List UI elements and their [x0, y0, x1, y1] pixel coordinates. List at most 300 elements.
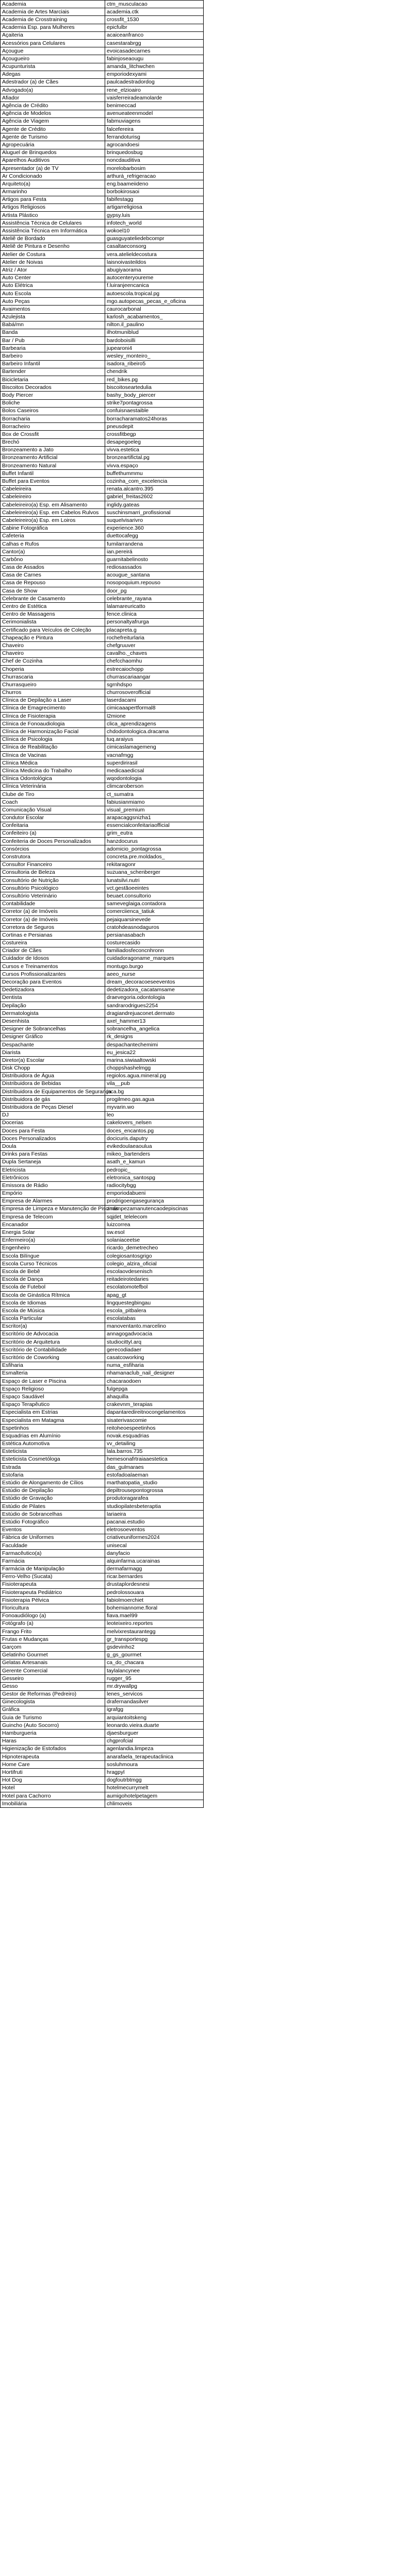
category-cell[interactable]: Ateliê de Pintura e Desenho — [1, 243, 105, 250]
username-cell[interactable]: reitadeirotedaries — [105, 1276, 204, 1283]
category-cell[interactable]: Açaiteria — [1, 31, 105, 39]
username-cell[interactable]: dapantaredireitnocongelamentos — [105, 1409, 204, 1416]
category-cell[interactable]: Estúdio de Sobrancelhas — [1, 1511, 105, 1518]
category-cell[interactable]: Banda — [1, 329, 105, 336]
category-cell[interactable]: Criador de Cães — [1, 947, 105, 955]
category-cell[interactable]: Biscoitos Decorados — [1, 384, 105, 392]
category-cell[interactable]: Consultório Psicológico — [1, 885, 105, 892]
category-cell[interactable]: Guia de Turismo — [1, 1714, 105, 1722]
username-cell[interactable]: costurecasido — [105, 939, 204, 947]
username-cell[interactable]: doces_encantos.pg — [105, 1127, 204, 1135]
username-cell[interactable]: persianasabach — [105, 931, 204, 939]
username-cell[interactable]: paulcadestradordog — [105, 78, 204, 86]
username-cell[interactable]: fabiusianmiamo — [105, 799, 204, 806]
category-cell[interactable]: Hotel para Cachorro — [1, 1792, 105, 1800]
username-cell[interactable]: unisecal — [105, 1541, 204, 1549]
username-cell[interactable]: falcefereira — [105, 126, 204, 133]
username-cell[interactable]: crakevnm_terapias — [105, 1401, 204, 1409]
username-cell[interactable]: escolatomotefbol — [105, 1283, 204, 1291]
category-cell[interactable]: Especialista em Matagma — [1, 1416, 105, 1424]
username-cell[interactable]: luizcorrea — [105, 1221, 204, 1229]
category-cell[interactable]: Cursos Profissionalizantes — [1, 971, 105, 978]
category-cell[interactable]: Fisioterapeuta Pediátrico — [1, 1589, 105, 1597]
username-cell[interactable]: rochefreiturlaria — [105, 634, 204, 642]
category-cell[interactable]: Espaço Religioso — [1, 1385, 105, 1393]
category-cell[interactable]: Clínica Medicina do Trabalho — [1, 767, 105, 775]
username-cell[interactable]: brinquedosbug — [105, 149, 204, 157]
category-cell[interactable]: Escritor(a) — [1, 1323, 105, 1330]
category-cell[interactable]: Boliche — [1, 399, 105, 407]
category-cell[interactable]: Farmácia de Manipulação — [1, 1565, 105, 1573]
category-cell[interactable]: Escola de Ginástica Rítmica — [1, 1291, 105, 1299]
username-cell[interactable]: colegiosantosgrigo — [105, 1252, 204, 1260]
category-cell[interactable]: Ferro-Velho (Sucata) — [1, 1573, 105, 1581]
category-cell[interactable]: Dermatologista — [1, 1010, 105, 1018]
category-cell[interactable]: Estúdio de Gravação — [1, 1495, 105, 1502]
category-cell[interactable]: Escritório de Advocacia — [1, 1330, 105, 1338]
category-cell[interactable]: Clube de Tiro — [1, 790, 105, 798]
username-cell[interactable]: fabiolmoerchiet — [105, 1597, 204, 1604]
category-cell[interactable]: Aparelhos Auditivos — [1, 157, 105, 164]
username-cell[interactable]: bashy_body_piercer — [105, 392, 204, 399]
username-cell[interactable]: borbokirosaoi — [105, 188, 204, 196]
username-cell[interactable]: ricardo_demetrecheo — [105, 1244, 204, 1252]
username-cell[interactable]: axel_hammer13 — [105, 1018, 204, 1025]
username-cell[interactable]: cuidadoragoname_marques — [105, 955, 204, 962]
category-cell[interactable]: Cabeleireira — [1, 485, 105, 493]
category-cell[interactable]: Designer Gráfico — [1, 1033, 105, 1041]
username-cell[interactable]: choppshashelmgg — [105, 1064, 204, 1072]
category-cell[interactable]: Diretor(a) Escolar — [1, 1057, 105, 1064]
username-cell[interactable]: wesley_monteiro_ — [105, 352, 204, 360]
username-cell[interactable]: academia.ctk — [105, 8, 204, 16]
category-cell[interactable]: Frango Frito — [1, 1628, 105, 1636]
category-cell[interactable]: Doces para Festa — [1, 1127, 105, 1135]
category-cell[interactable]: Imobiliária — [1, 1800, 105, 1808]
category-cell[interactable]: Cerimonialista — [1, 618, 105, 626]
username-cell[interactable]: pedropic_ — [105, 1166, 204, 1174]
category-cell[interactable]: Assistência Técnica de Celulares — [1, 219, 105, 227]
username-cell[interactable]: autoescola.tropical.pg — [105, 290, 204, 297]
category-cell[interactable]: Higienização de Estofados — [1, 1745, 105, 1753]
category-cell[interactable]: Auto Center — [1, 274, 105, 282]
category-cell[interactable]: Distribuidora de Equipamentos de Segurança — [1, 1088, 105, 1096]
username-cell[interactable]: borracharamatos24horas — [105, 415, 204, 422]
username-cell[interactable]: mr.drywallpg — [105, 1683, 204, 1690]
category-cell[interactable]: Centro de Estética — [1, 603, 105, 611]
username-cell[interactable]: vct.gestãoeeintes — [105, 885, 204, 892]
category-cell[interactable]: Despachante — [1, 1041, 105, 1048]
username-cell[interactable]: celebrante_rayana — [105, 595, 204, 603]
username-cell[interactable]: vila__pub — [105, 1080, 204, 1088]
category-cell[interactable]: Artigos para Festa — [1, 196, 105, 204]
username-cell[interactable]: escolaovdesenisch — [105, 1268, 204, 1276]
username-cell[interactable]: zmlimpezamanutencaodepiscinas — [105, 1205, 204, 1213]
category-cell[interactable]: Centro de Massagens — [1, 611, 105, 618]
username-cell[interactable]: inglidy.gateas — [105, 501, 204, 509]
username-cell[interactable]: numa_esfiharia — [105, 1362, 204, 1369]
category-cell[interactable]: Cabine Fotográfica — [1, 524, 105, 532]
category-cell[interactable]: Distribuidora de Bebidas — [1, 1080, 105, 1088]
category-cell[interactable]: Acupunturista — [1, 63, 105, 71]
username-cell[interactable]: eletronica_santospg — [105, 1174, 204, 1182]
username-cell[interactable]: cimicaaapertformal8 — [105, 704, 204, 712]
username-cell[interactable]: eletrosoeventos — [105, 1526, 204, 1534]
category-cell[interactable]: Consultor Financeiro — [1, 861, 105, 869]
username-cell[interactable]: suzuana_schenberger — [105, 869, 204, 876]
category-cell[interactable]: Corretora de Seguros — [1, 924, 105, 931]
username-cell[interactable]: igrafgg — [105, 1706, 204, 1714]
username-cell[interactable]: vv_detailing — [105, 1440, 204, 1448]
username-cell[interactable]: essencialconfeitariaofficial — [105, 822, 204, 829]
username-cell[interactable]: sandrarodrigues2254 — [105, 1002, 204, 1010]
category-cell[interactable]: Clínica de Psicologia — [1, 736, 105, 743]
username-cell[interactable]: dogfoutrbtmgg — [105, 1776, 204, 1784]
category-cell[interactable]: Clínica de Fonoaudiologia — [1, 720, 105, 728]
username-cell[interactable]: confuisnaestaible — [105, 407, 204, 415]
category-cell[interactable]: Gestor de Reformas (Pedreiro) — [1, 1690, 105, 1698]
category-cell[interactable]: Gesseiro — [1, 1675, 105, 1683]
username-cell[interactable]: lingquestegbingau — [105, 1299, 204, 1307]
username-cell[interactable]: pedrolossouara — [105, 1589, 204, 1597]
username-cell[interactable]: despachantechemimi — [105, 1041, 204, 1048]
category-cell[interactable]: Consultoria de Beleza — [1, 869, 105, 876]
username-cell[interactable]: regiolos.agua.mineral.pg — [105, 1072, 204, 1080]
category-cell[interactable]: Azulejista — [1, 313, 105, 321]
category-cell[interactable]: Afiador — [1, 94, 105, 102]
username-cell[interactable]: cozinha_com_excelencia — [105, 478, 204, 485]
category-cell[interactable]: Dentista — [1, 994, 105, 1002]
category-cell[interactable]: Engenheiro — [1, 1244, 105, 1252]
username-cell[interactable]: cimicaslamagemeng — [105, 743, 204, 751]
category-cell[interactable]: Cabeleireiro(a) Esp. em Alisamento — [1, 501, 105, 509]
username-cell[interactable]: fumilarrandena — [105, 540, 204, 548]
category-cell[interactable]: Fotógrafo (a) — [1, 1620, 105, 1628]
category-cell[interactable]: Escola Particular — [1, 1315, 105, 1323]
category-cell[interactable]: Distribuidora de Peças Diesel — [1, 1104, 105, 1111]
username-cell[interactable]: sw.esol — [105, 1229, 204, 1236]
username-cell[interactable]: ctm_musculacao — [105, 1, 204, 8]
category-cell[interactable]: Emissora de Rádio — [1, 1182, 105, 1190]
category-cell[interactable]: Bicicletaria — [1, 376, 105, 384]
username-cell[interactable]: climcaroberson — [105, 783, 204, 790]
username-cell[interactable]: fabmuviagens — [105, 117, 204, 125]
username-cell[interactable]: beuaet.consultorio — [105, 892, 204, 900]
category-cell[interactable]: Bronzeamento a Jato — [1, 446, 105, 454]
category-cell[interactable]: Confeiteria de Doces Personalizados — [1, 838, 105, 845]
category-cell[interactable]: Escola de Futebol — [1, 1283, 105, 1291]
username-cell[interactable]: leonardo.vieira.duarte — [105, 1722, 204, 1730]
category-cell[interactable]: Condutor Escolar — [1, 814, 105, 822]
username-cell[interactable]: rk_designs — [105, 1033, 204, 1041]
username-cell[interactable]: escola_pitbalera — [105, 1307, 204, 1315]
username-cell[interactable]: crossfitbegp — [105, 431, 204, 438]
category-cell[interactable]: Auto Peças — [1, 298, 105, 306]
category-cell[interactable]: Esteticista Cosmetóloga — [1, 1455, 105, 1463]
username-cell[interactable]: evikedoulaeaoulua — [105, 1143, 204, 1150]
category-cell[interactable]: Clínica Médica — [1, 759, 105, 767]
username-cell[interactable]: familiadosfeconcnhronn — [105, 947, 204, 955]
category-cell[interactable]: Bronzeamento Natural — [1, 462, 105, 470]
category-cell[interactable]: Estrada — [1, 1464, 105, 1471]
category-cell[interactable]: Hamburgueria — [1, 1730, 105, 1737]
category-cell[interactable]: Gesso — [1, 1683, 105, 1690]
category-cell[interactable]: Chapeação e Pintura — [1, 634, 105, 642]
category-cell[interactable]: Empresa de Limpeza e Manutenção de Piscinas — [1, 1205, 105, 1213]
username-cell[interactable]: lala.barros.735 — [105, 1448, 204, 1455]
username-cell[interactable]: amanda_litchwchen — [105, 63, 204, 71]
category-cell[interactable]: Avaimentos — [1, 306, 105, 313]
category-cell[interactable]: Cabeleireiro(a) Esp. em Cabelos Rulvos — [1, 509, 105, 517]
category-cell[interactable]: Empório — [1, 1190, 105, 1197]
category-cell[interactable]: Empresa de Alarmes — [1, 1197, 105, 1205]
category-cell[interactable]: Churros — [1, 689, 105, 697]
username-cell[interactable]: lariaeira — [105, 1511, 204, 1518]
username-cell[interactable]: concreta.pre.moldados_ — [105, 853, 204, 861]
username-cell[interactable]: das_gulmaraes — [105, 1464, 204, 1471]
category-cell[interactable]: Gelatinho Gourmet — [1, 1651, 105, 1659]
username-cell[interactable]: arthurá_refrigeracao — [105, 173, 204, 180]
username-cell[interactable]: escolatabas — [105, 1315, 204, 1323]
username-cell[interactable]: noncdauditiva — [105, 157, 204, 164]
username-cell[interactable]: cavalho._chaves — [105, 650, 204, 657]
username-cell[interactable]: studiopilatesbeteraptia — [105, 1503, 204, 1511]
category-cell[interactable]: Hotel — [1, 1784, 105, 1792]
username-cell[interactable]: nosopoquium.repouso — [105, 579, 204, 587]
category-cell[interactable]: Docerias — [1, 1119, 105, 1127]
username-cell[interactable]: draevegoria.odontologia — [105, 994, 204, 1002]
category-cell[interactable]: Cabeleireiro — [1, 493, 105, 501]
category-cell[interactable]: Clínica de Emagrecimento — [1, 704, 105, 712]
category-cell[interactable]: Agência de Modelos — [1, 110, 105, 117]
username-cell[interactable]: abugiyaorama — [105, 266, 204, 274]
username-cell[interactable]: guasguyateliedebcompr — [105, 235, 204, 243]
username-cell[interactable]: laserdacami — [105, 697, 204, 704]
username-cell[interactable]: studiocittyl.arq — [105, 1338, 204, 1346]
category-cell[interactable]: Bar / Pub — [1, 337, 105, 345]
category-cell[interactable]: Hortifruti — [1, 1769, 105, 1776]
category-cell[interactable]: Açougue — [1, 47, 105, 55]
username-cell[interactable]: mikeo_bartenders — [105, 1150, 204, 1158]
username-cell[interactable]: cratohdeasnodaguros — [105, 924, 204, 931]
username-cell[interactable]: chlimoveis — [105, 1800, 204, 1808]
category-cell[interactable]: Comunicação Visual — [1, 806, 105, 814]
category-cell[interactable]: Ginecologista — [1, 1698, 105, 1706]
category-cell[interactable]: Construtora — [1, 853, 105, 861]
category-cell[interactable]: Esmalteria — [1, 1369, 105, 1377]
category-cell[interactable]: Empresa de Telecom — [1, 1213, 105, 1221]
username-cell[interactable]: comerciienca_tatiuk — [105, 908, 204, 916]
username-cell[interactable]: cakelovers_nelsen — [105, 1119, 204, 1127]
category-cell[interactable]: Cortinas e Persianas — [1, 931, 105, 939]
category-cell[interactable]: Chef de Cozinha — [1, 657, 105, 665]
category-cell[interactable]: Fisioterapia Pélvica — [1, 1597, 105, 1604]
category-cell[interactable]: Escola de Dança — [1, 1276, 105, 1283]
category-cell[interactable]: DJ — [1, 1111, 105, 1119]
username-cell[interactable]: leo — [105, 1111, 204, 1119]
category-cell[interactable]: Armarinho — [1, 188, 105, 196]
username-cell[interactable]: grim_eutra — [105, 829, 204, 837]
category-cell[interactable]: Guincho (Auto Socorro) — [1, 1722, 105, 1730]
category-cell[interactable]: Fisioterapeuta — [1, 1581, 105, 1588]
username-cell[interactable]: emporiodexyami — [105, 71, 204, 78]
username-cell[interactable]: laisnoivasteildos — [105, 259, 204, 266]
category-cell[interactable]: Disk Chopp — [1, 1064, 105, 1072]
category-cell[interactable]: Brechó — [1, 438, 105, 446]
username-cell[interactable]: marina.siwiaaltowski — [105, 1057, 204, 1064]
category-cell[interactable]: Choperia — [1, 665, 105, 673]
category-cell[interactable]: Buffet Infantil — [1, 470, 105, 478]
username-cell[interactable]: fulgepga — [105, 1385, 204, 1393]
username-cell[interactable]: eng.baameiideno — [105, 180, 204, 188]
category-cell[interactable]: Drinks para Festas — [1, 1150, 105, 1158]
username-cell[interactable]: door_pg — [105, 587, 204, 595]
category-cell[interactable]: Confeiteiro (a) — [1, 829, 105, 837]
username-cell[interactable]: biscoitoseartedulia — [105, 384, 204, 392]
category-cell[interactable]: Fábrica de Uniformes — [1, 1534, 105, 1541]
username-cell[interactable]: arquiantoitskeng — [105, 1714, 204, 1722]
username-cell[interactable]: infotech_world — [105, 219, 204, 227]
username-cell[interactable]: lunatsilvi.nutri — [105, 877, 204, 885]
username-cell[interactable]: pacanai.estudio — [105, 1518, 204, 1526]
category-cell[interactable]: Bolos Caseiros — [1, 407, 105, 415]
username-cell[interactable]: casaltaeconsorg — [105, 243, 204, 250]
username-cell[interactable]: gabriel_freitas2602 — [105, 493, 204, 501]
category-cell[interactable]: Cuidador de Idosos — [1, 955, 105, 962]
category-cell[interactable]: Certificado para Veículos de Coleção — [1, 626, 105, 634]
category-cell[interactable]: Artigos Religiosos — [1, 204, 105, 211]
username-cell[interactable]: jsca.bg — [105, 1088, 204, 1096]
category-cell[interactable]: Agente de Turismo — [1, 133, 105, 141]
category-cell[interactable]: Advogado(a) — [1, 87, 105, 94]
username-cell[interactable]: depiltrousepontogrossa — [105, 1487, 204, 1495]
category-cell[interactable]: Clínica de Fisioterapia — [1, 713, 105, 720]
username-cell[interactable]: sgrnhdspo — [105, 681, 204, 689]
category-cell[interactable]: Clínica Odontológica — [1, 775, 105, 783]
category-cell[interactable]: Barbeiro Infantil — [1, 360, 105, 368]
category-cell[interactable]: Academia — [1, 1, 105, 8]
category-cell[interactable]: Esfiharia — [1, 1362, 105, 1369]
username-cell[interactable]: vivva.espaço — [105, 462, 204, 470]
category-cell[interactable]: Confeitaria — [1, 822, 105, 829]
category-cell[interactable]: Encanador — [1, 1221, 105, 1229]
username-cell[interactable]: artigarreligiosa — [105, 204, 204, 211]
category-cell[interactable]: Distribuidora de Água — [1, 1072, 105, 1080]
username-cell[interactable]: benimeccad — [105, 102, 204, 110]
category-cell[interactable]: Arquiteto(a) — [1, 180, 105, 188]
category-cell[interactable]: Clínica de Reabilitação — [1, 743, 105, 751]
username-cell[interactable]: ferrandoturisg — [105, 133, 204, 141]
username-cell[interactable]: arapacaggsnizha1 — [105, 814, 204, 822]
username-cell[interactable]: fence.clinica — [105, 611, 204, 618]
category-cell[interactable]: Calhas e Rufos — [1, 540, 105, 548]
category-cell[interactable]: Fonoaudiólogo (a) — [1, 1612, 105, 1620]
category-cell[interactable]: Distribuidora de gás — [1, 1096, 105, 1104]
category-cell[interactable]: Estúdio de Alongamento de Cílios — [1, 1479, 105, 1487]
category-cell[interactable]: Designer de Sobrancelhas — [1, 1025, 105, 1033]
category-cell[interactable]: Coach — [1, 799, 105, 806]
username-cell[interactable]: suschinsmarri_profissional — [105, 509, 204, 517]
username-cell[interactable]: casatcoworking — [105, 1354, 204, 1362]
category-cell[interactable]: Diarista — [1, 1049, 105, 1057]
username-cell[interactable]: prodrigoengasegurança — [105, 1197, 204, 1205]
category-cell[interactable]: Escola de Música — [1, 1307, 105, 1315]
username-cell[interactable]: agrocandoesi — [105, 141, 204, 149]
username-cell[interactable]: sisaterivascomie — [105, 1416, 204, 1424]
username-cell[interactable]: bronzeartifictal.pg — [105, 454, 204, 462]
category-cell[interactable]: Clínica Veterinária — [1, 783, 105, 790]
username-cell[interactable]: progilmeo.gas.agua — [105, 1096, 204, 1104]
category-cell[interactable]: Estética Automotiva — [1, 1440, 105, 1448]
username-cell[interactable]: mgo.autopecas_pecas_e_oficina — [105, 298, 204, 306]
username-cell[interactable]: churrosoverofficial — [105, 689, 204, 697]
category-cell[interactable]: Atelier de Noivas — [1, 259, 105, 266]
category-cell[interactable]: Escola Curso Técnicos — [1, 1260, 105, 1268]
username-cell[interactable]: f.luiranjeencanica — [105, 282, 204, 290]
category-cell[interactable]: Buffet para Eventos — [1, 478, 105, 485]
username-cell[interactable]: colegio_alzira_oficial — [105, 1260, 204, 1268]
category-cell[interactable]: Borracheiro — [1, 423, 105, 431]
category-cell[interactable]: Casa de Carnes — [1, 571, 105, 579]
username-cell[interactable]: hragpyl — [105, 1769, 204, 1776]
username-cell[interactable]: adomicio_pontagrossa — [105, 845, 204, 853]
username-cell[interactable]: docicuris.daputry — [105, 1135, 204, 1143]
category-cell[interactable]: Celebrante de Casamento — [1, 595, 105, 603]
username-cell[interactable]: produtoragarafea — [105, 1495, 204, 1502]
username-cell[interactable]: guarnitabelinosto — [105, 556, 204, 564]
username-cell[interactable]: tuq.araiyus — [105, 736, 204, 743]
category-cell[interactable]: Desenhista — [1, 1018, 105, 1025]
username-cell[interactable]: rugger_95 — [105, 1675, 204, 1683]
username-cell[interactable]: vaisferreiradeamolarde — [105, 94, 204, 102]
username-cell[interactable]: casestarabrgg — [105, 39, 204, 47]
category-cell[interactable]: Gelatas Artesanais — [1, 1659, 105, 1667]
category-cell[interactable]: Auto Escola — [1, 290, 105, 297]
username-cell[interactable]: hotelmecurrymelt — [105, 1784, 204, 1792]
username-cell[interactable]: wokoel10 — [105, 227, 204, 235]
category-cell[interactable]: Agropecuária — [1, 141, 105, 149]
username-cell[interactable]: criativeuniformes2024 — [105, 1534, 204, 1541]
username-cell[interactable]: dedetizadora_cacatamsame — [105, 986, 204, 994]
username-cell[interactable]: chefcchaomhu — [105, 657, 204, 665]
category-cell[interactable]: Gráfica — [1, 1706, 105, 1714]
username-cell[interactable]: reitoheoespeetinhos — [105, 1425, 204, 1432]
category-cell[interactable]: Gerente Comercial — [1, 1667, 105, 1674]
username-cell[interactable]: fiava.mael99 — [105, 1612, 204, 1620]
username-cell[interactable]: dragiandrejuaconet.dermato — [105, 1010, 204, 1018]
username-cell[interactable]: red_bikes.pg — [105, 376, 204, 384]
username-cell[interactable]: gypsy.luis — [105, 212, 204, 219]
category-cell[interactable]: Casa de Repouso — [1, 579, 105, 587]
category-cell[interactable]: Bronzeamento Artificial — [1, 454, 105, 462]
category-cell[interactable]: Especialista em Estrias — [1, 1409, 105, 1416]
username-cell[interactable]: superdirirasil — [105, 759, 204, 767]
username-cell[interactable]: sqjdet_telelecom — [105, 1213, 204, 1221]
category-cell[interactable]: Dedetizadora — [1, 986, 105, 994]
category-cell[interactable]: Corretor (a) de Imóveis — [1, 908, 105, 916]
username-cell[interactable]: estofadoalaeman — [105, 1471, 204, 1479]
username-cell[interactable]: myvarin.wo — [105, 1104, 204, 1111]
category-cell[interactable]: Atriz / Ator — [1, 266, 105, 274]
category-cell[interactable]: Dupla Sertaneja — [1, 1158, 105, 1166]
username-cell[interactable]: alquinfarma.ucarainas — [105, 1557, 204, 1565]
category-cell[interactable]: Estúdio de Depilação — [1, 1487, 105, 1495]
category-cell[interactable]: Açougueiro — [1, 55, 105, 63]
username-cell[interactable]: hemesonafrtraiaaestetica — [105, 1455, 204, 1463]
category-cell[interactable]: Carbôno — [1, 556, 105, 564]
category-cell[interactable]: Esquadrias em Alumínio — [1, 1432, 105, 1440]
username-cell[interactable]: duettocafegg — [105, 532, 204, 540]
